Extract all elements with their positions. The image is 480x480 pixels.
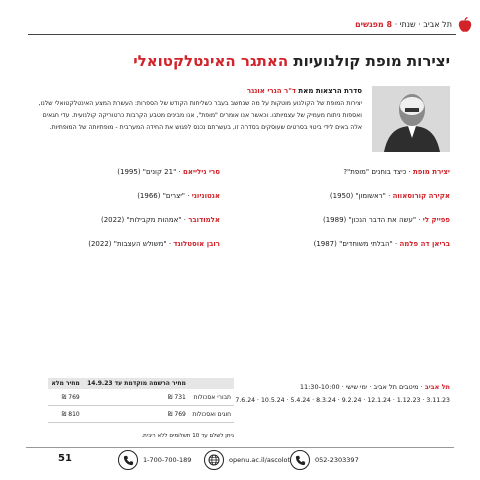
page-title [133,52,450,70]
header-divider [28,34,456,35]
work-title: · "יצרים" (1966) [137,192,192,200]
header-sessions: 8 מפגשים [355,20,393,29]
work-title: · "הבלתי משוחדים" (1987) [313,240,400,248]
apple-icon [458,17,472,33]
work-item [260,208,450,232]
work-author: אלמודובר [188,216,220,224]
price-header-early: מחיר הרשמה מוקדמת עד 14.9.23 [83,378,189,389]
work-author: יצירת מופת [413,168,450,176]
work-item [260,160,450,184]
work-author: רובן אוסטלונד [173,240,220,248]
price-footnote: ניתן לשלם עד 10 תשלומים ללא ריבית. [141,433,234,439]
works-list-right [260,160,450,256]
page-number: 51 [58,453,72,464]
phone-icon [118,450,138,470]
work-item [30,232,220,256]
work-title: · "21 קונים" (1995) [117,168,183,176]
header-breadcrumb [355,20,452,29]
footer-divider [26,447,454,448]
work-item [260,232,450,256]
price-table-header [48,378,234,389]
work-title: · כיצד בוחנים "מופת"? [343,168,414,176]
work-item [30,208,220,232]
footer-whatsapp-link[interactable] [290,449,359,471]
lecturer-name: ד"ר הנרי אונגר [246,87,296,95]
schedule-city: תל אביב [424,383,450,391]
work-title: · "עשה את הדבר הנכון" (1989) [322,216,423,224]
title-main: יצירות מופת קולנועיות [293,52,450,70]
footer-website-url: openu.ac.il/ascolot [229,456,291,464]
price-row-label: חוגים ואסכולות [189,406,234,423]
lecturer-photo [372,86,450,152]
schedule-details: · מיטבים תל אביב · ימי שישי · 11:30-10:00 [299,383,425,391]
work-title: · "אמהות מקבילות" (2022) [100,216,189,224]
work-item [30,160,220,184]
schedule-location [300,383,450,391]
price-header-full: מחיר מלא [48,378,83,389]
table-row [48,406,234,423]
table-row [48,389,234,406]
intro-heading [247,87,362,95]
work-author: אקירה קורוסאווה [392,192,450,200]
schedule-dates: 3.11.23 · 1.12.23 · 12.1.24 · 9.2.24 · 8.3.24 · 5.4.24 · 10.5.24 · 7.6.24 [235,397,450,404]
price-header-label [189,378,234,389]
price-row-label: תבורי אסכולות [189,389,234,406]
works-list-left [30,160,220,256]
price-full: 810 ₪ [48,406,83,423]
work-item [260,184,450,208]
work-author: פפייק לי [422,216,450,224]
work-author: סרי נילייאם [182,168,220,176]
work-item [30,184,220,208]
globe-icon [204,450,224,470]
work-author: בריאן דה פלמה [399,240,450,248]
price-table [48,378,234,423]
work-title: · "משולש העצבות" (2022) [88,240,174,248]
footer-whatsapp-number: 052-2303397 [315,456,359,464]
footer-phone-link[interactable] [118,449,191,471]
title-subtitle: האתגר האינטלקטואלי [133,52,294,70]
footer-phone-number: 1-700-700-189 [143,456,192,464]
price-early: 731 ₪ [83,389,189,406]
work-author: אנטוניוני [191,192,220,200]
work-title: · "ראשומון" (1950) [329,192,393,200]
price-full: 769 ₪ [48,389,83,406]
header-location: תל אביב · שנתי · [392,20,452,29]
footer-website-link[interactable] [204,449,290,471]
intro-body: יצירות המופת של הקולנוע מוטקות על מה שנחשב בעבר כשליחות הקודש של הספרות: העשרת המצע האינטלקטואלי שלנו, ואספות ניתוח מעמיק של עצמיותנו. וכאשר אנו אומרים "מופת", אנו מבינים מטבע הקרבות כרטוריקה קולנועית. עדי חגאים אלה באים לידי ביטוי בסרטים שעוסקים בסדרה זו, בעשרתם נכנס לפגוש את החידה המערבית - מופתיותה של המופתיות. [38,100,362,131]
price-early: 769 ₪ [83,406,189,423]
intro-heading-prefix: סדרת הרצאות מאת [296,87,362,95]
whatsapp-icon [290,450,310,470]
